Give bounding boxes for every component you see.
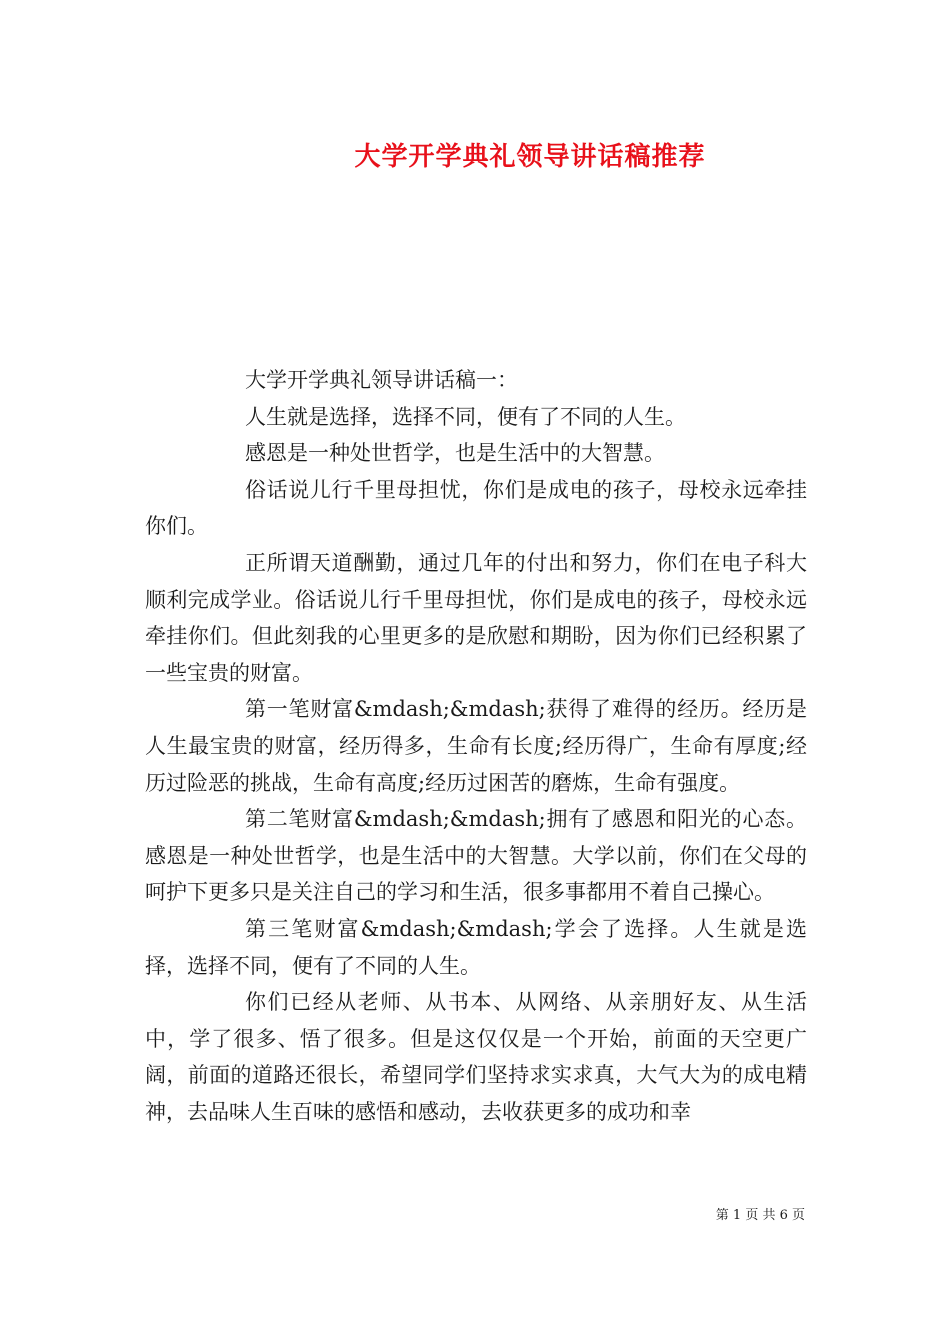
paragraph: 人生就是选择，选择不同，便有了不同的人生。 — [245, 404, 686, 429]
paragraph: 第一笔财富&mdash;&mdash;获得了难得的经历。经历是人生最宝贵的财富，经历得多，生命有长度;经历得广，生命有厚度;经历过险恶的挑战，生命有高度;经历过困苦的磨炼，生命有强度。 — [145, 697, 807, 795]
paragraph: 大学开学典礼领导讲话稿一： — [245, 368, 518, 392]
paragraph: 你们已经从老师、从书本、从网络、从亲朋好友、从生活中，学了很多、悟了很多。但是这仅仅是一个开始，前面的天空更广阔，前面的道路还很长，希望同学们坚持求实求真，大气大为的成电精神，去品味人生百味的感悟和感动，去收获更多的成功和幸 — [145, 990, 807, 1124]
page-number-footer: 第 1 页 共 6 页 — [715, 1208, 805, 1223]
paragraph: 正所谓天道酬勤，通过几年的付出和努力，你们在电子科大顺利完成学业。俗话说儿行千里母担忧，你们是成电的孩子，母校永远牵挂你们。但此刻我的心里更多的是欣慰和期盼，因为你们已经积累了一些宝贵的财富。 — [145, 550, 807, 685]
paragraph: 俗话说儿行千里母担忧，你们是成电的孩子，母校永远牵挂你们。 — [145, 477, 807, 539]
paragraph: 第二笔财富&mdash;&mdash;拥有了感恩和阳光的心态。感恩是一种处世哲学，也是生活中的大智慧。大学以前，你们在父母的呵护下更多只是关注自己的学习和生活，很多事都用不着自己操心。 — [145, 807, 807, 905]
page-title: 大学开学典礼领导讲话稿推荐 — [354, 142, 706, 172]
document-body — [145, 362, 807, 1130]
paragraph: 第三笔财富&mdash;&mdash;学会了选择。人生就是选择，选择不同，便有了不同的人生。 — [145, 916, 807, 978]
paragraph: 感恩是一种处世哲学，也是生活中的大智慧。 — [245, 441, 665, 466]
